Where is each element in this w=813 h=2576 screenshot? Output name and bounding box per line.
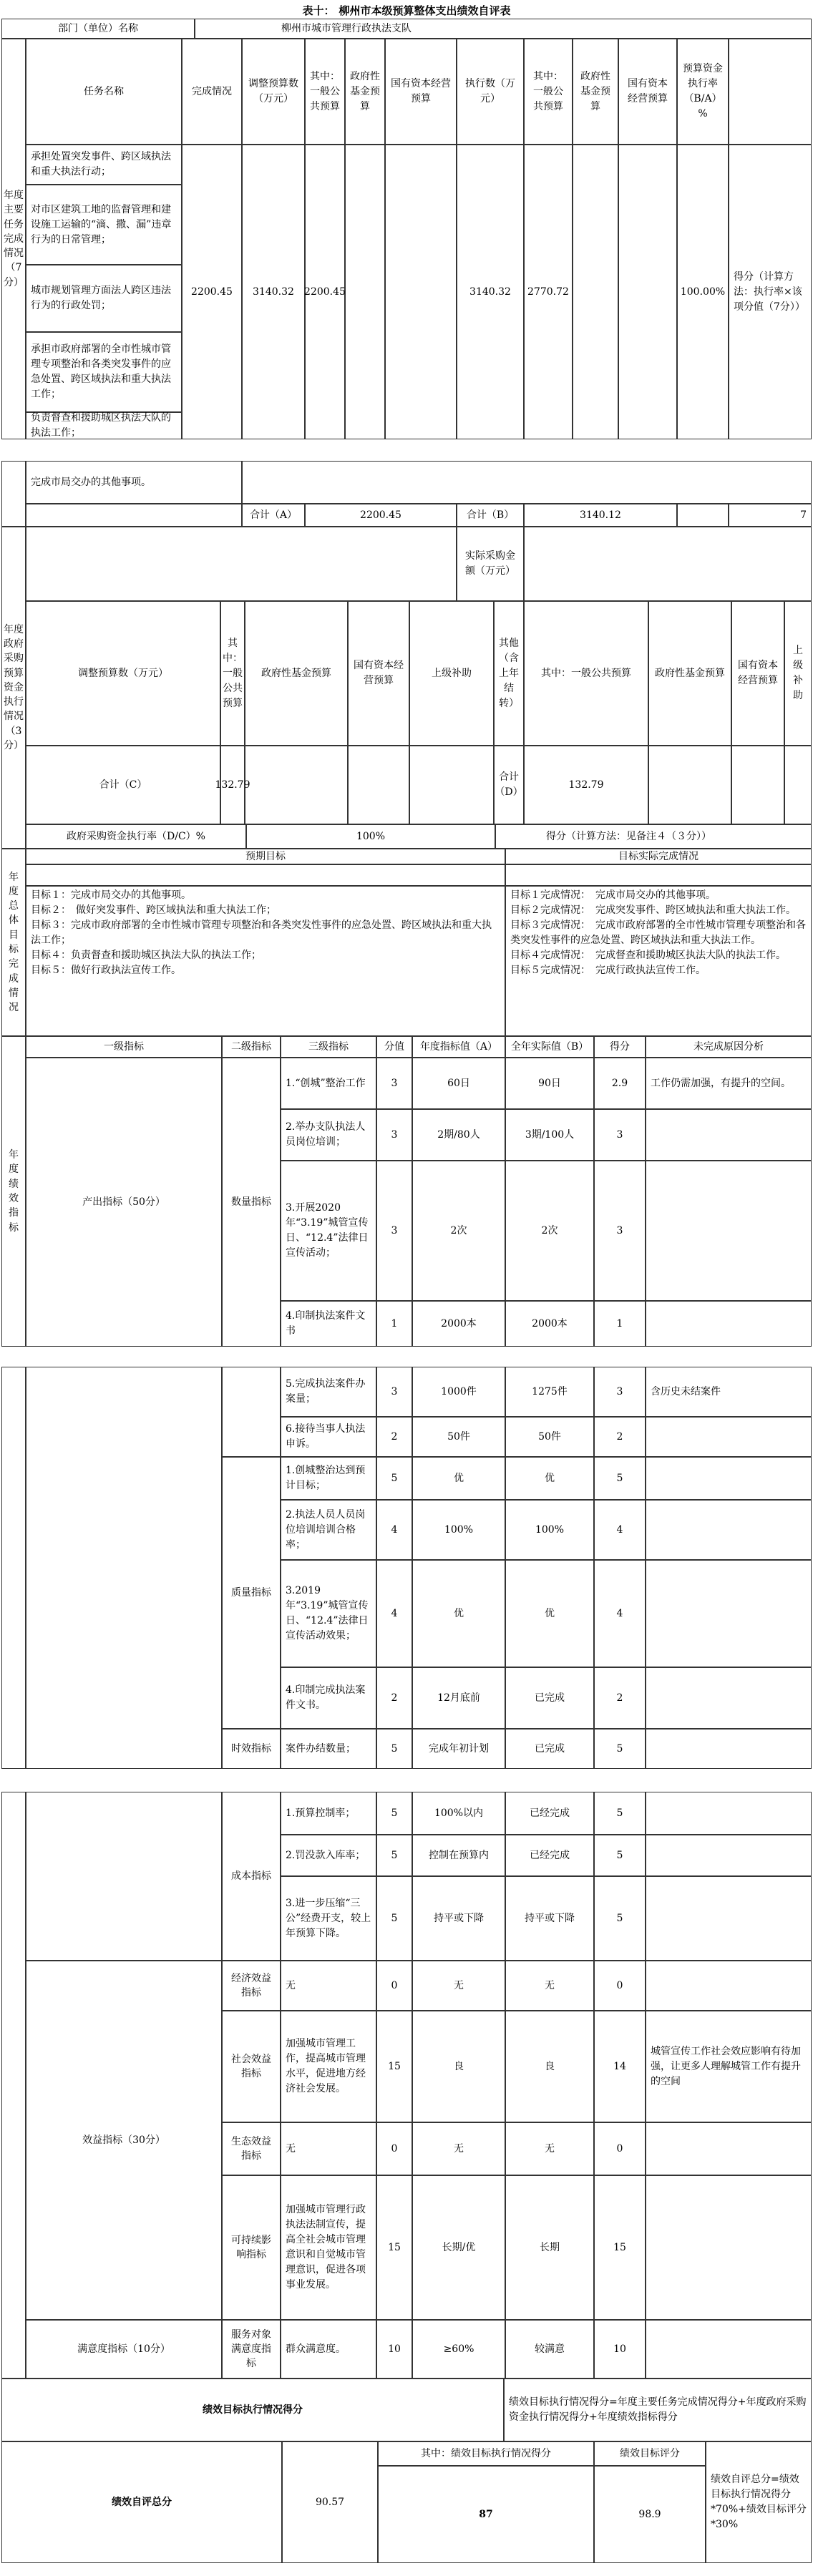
task-row: 承担市政府部署的全市性城市管理专项整治和各类突发事件的应急处置、跨区域执法和重大执法工作； bbox=[26, 332, 182, 412]
indicator-actual: 已经完成 bbox=[505, 1835, 594, 1876]
header-completion: 完成情况 bbox=[182, 39, 242, 145]
act-state-value bbox=[731, 746, 784, 824]
act-subsidy-value bbox=[784, 746, 812, 824]
indicator-reason bbox=[646, 1161, 812, 1301]
executed-value: 3140.32 bbox=[457, 145, 524, 439]
quantity-indicator-label: 数量指标 bbox=[222, 1058, 281, 1347]
indicator-score: 4 bbox=[594, 1500, 646, 1560]
indicator-actual: 50件 bbox=[505, 1417, 594, 1457]
header-exec-state: 国有资本经营预算 bbox=[618, 39, 677, 145]
indicator-weight: 0 bbox=[376, 1961, 412, 2011]
indicator-score: 5 bbox=[594, 1792, 646, 1835]
indicator-target: 良 bbox=[412, 2011, 505, 2122]
adjusted-budget-label: 调整预算数（万元） bbox=[26, 601, 220, 746]
act-fund-label: 政府性基金预算 bbox=[648, 601, 731, 746]
quantity-indicator-continued bbox=[222, 1367, 281, 1457]
indicator-score: 15 bbox=[594, 2175, 646, 2320]
header-general: 其中：一般公共预算 bbox=[305, 39, 345, 145]
sub-exec-value: 87 bbox=[378, 2466, 594, 2563]
act-general-label: 其中：一般公共预算 bbox=[524, 601, 648, 746]
indicator-actual: 较满意 bbox=[505, 2320, 594, 2379]
actual-goal-item: 目标５完成情况： 完成行政执法宣传工作。 bbox=[510, 965, 706, 976]
header-task: 任务名称 bbox=[26, 39, 182, 145]
indicator-weight: 5 bbox=[376, 1835, 412, 1876]
indicator-reason bbox=[646, 1417, 812, 1457]
indicator-name: 无 bbox=[281, 1961, 376, 2011]
proc-subsidy-label: 上级补助 bbox=[409, 601, 494, 746]
section4-side-label: 年度绩效指标 bbox=[1, 1036, 26, 1347]
eco-indicator-label: 生态效益指标 bbox=[222, 2122, 281, 2175]
cost-indicator-label: 成本指标 bbox=[222, 1792, 281, 1961]
total-c-value: 132.79 bbox=[220, 746, 245, 824]
proc-subsidy-value bbox=[409, 746, 494, 824]
indicator-name: 1.创城整治达到预计目标； bbox=[281, 1457, 376, 1500]
plan-goal-item: 目标２： 做好突发事件、跨区域执法和重大执法工作； bbox=[31, 904, 276, 916]
section3-side-label: 年度总体目标完成情况 bbox=[1, 849, 26, 1036]
indicator-reason: 工作仍需加强，有提升的空间。 bbox=[646, 1058, 812, 1109]
indicator-name: 5.完成执法案件办案量； bbox=[281, 1367, 376, 1417]
indicator-reason bbox=[646, 1109, 812, 1161]
section4-side-continued-2 bbox=[1, 1792, 26, 2379]
satisfaction-level2-label: 服务对象满意度指标 bbox=[222, 2320, 281, 2379]
indicator-score: 10 bbox=[594, 2320, 646, 2379]
output-indicator-label: 产出指标（50分） bbox=[26, 1058, 222, 1347]
ind-header-level2: 二级指标 bbox=[222, 1036, 281, 1058]
proc-fund-value bbox=[245, 746, 348, 824]
indicator-name: 3.2019年“3.19”城管宣传日、“12.4”法律日宣传活动效果； bbox=[281, 1560, 376, 1667]
rate-value: 100.00% bbox=[677, 145, 729, 439]
indicator-name: 3.开展2020年“3.19”城管宣传日、“12.4”法律日宣传活动； bbox=[281, 1161, 376, 1301]
indicator-actual: 100% bbox=[505, 1500, 594, 1560]
actual-spacer bbox=[505, 864, 812, 886]
indicator-score: 2 bbox=[594, 1667, 646, 1729]
indicator-reason bbox=[646, 1835, 812, 1876]
sub-exec-label: 其中：绩效目标执行情况得分 bbox=[378, 2441, 594, 2466]
indicator-target: 控制在预算内 bbox=[412, 1835, 505, 1876]
indicator-reason bbox=[646, 1457, 812, 1500]
section2-side-label: 年度政府采购预算资金执行情况（3分） bbox=[1, 527, 26, 849]
task-row: 城市规划管理方面法人跨区违法行为的行政处罚； bbox=[26, 265, 182, 332]
indicator-weight: 3 bbox=[376, 1367, 412, 1417]
task-row-6: 完成市局交办的其他事项。 bbox=[26, 461, 242, 504]
social-indicator-label: 社会效益指标 bbox=[222, 2011, 281, 2122]
indicator-actual: 长期 bbox=[505, 2175, 594, 2320]
header-adjusted: 调整预算数（万元） bbox=[242, 39, 305, 145]
indicator-name: 2.罚没款入库率； bbox=[281, 1835, 376, 1876]
section4-side-continued bbox=[1, 1367, 26, 1769]
plan-spacer bbox=[26, 864, 505, 886]
exec-score-label: 绩效目标执行情况得分 bbox=[1, 2379, 504, 2441]
proc-general-label: 其中：一般公共预算 bbox=[220, 601, 245, 746]
indicator-weight: 4 bbox=[376, 1560, 412, 1667]
ind-header-target: 年度指标值（A） bbox=[412, 1036, 505, 1058]
indicator-actual: 优 bbox=[505, 1457, 594, 1500]
indicator-score: 2 bbox=[594, 1417, 646, 1457]
actual-header: 目标实际完成情况 bbox=[505, 849, 812, 864]
header-exec-general: 其中：一般公共预算 bbox=[524, 39, 573, 145]
actual-goals bbox=[505, 886, 812, 1036]
indicator-actual: 已完成 bbox=[505, 1729, 594, 1769]
indicator-weight: 3 bbox=[376, 1109, 412, 1161]
indicator-actual: 1275件 bbox=[505, 1367, 594, 1417]
task6-blank bbox=[242, 461, 812, 504]
header-executed: 执行数（万元） bbox=[457, 39, 524, 145]
procurement-top-blank bbox=[26, 527, 457, 601]
indicator-actual: 2次 bbox=[505, 1161, 594, 1301]
indicator-weight: 3 bbox=[376, 1058, 412, 1109]
total-d-value: 132.79 bbox=[524, 746, 648, 824]
indicator-weight: 15 bbox=[376, 2011, 412, 2122]
act-subsidy-label: 上级补助 bbox=[784, 601, 812, 746]
indicator-reason: 城管宣传工作社会效应影响有待加强，让更多人理解城管工作有提升的空间 bbox=[646, 2011, 812, 2122]
indicator-score: 0 bbox=[594, 2122, 646, 2175]
section1-side-label: 年度主要任务完成情况（7分） bbox=[1, 39, 26, 439]
indicator-score: 3 bbox=[594, 1161, 646, 1301]
procurement-top-right-blank bbox=[524, 527, 812, 601]
indicator-reason bbox=[646, 1876, 812, 1961]
total-rate-blank bbox=[677, 504, 729, 527]
indicator-actual: 持平或下降 bbox=[505, 1876, 594, 1961]
indicator-reason bbox=[646, 1301, 812, 1347]
indicator-target: 1000件 bbox=[412, 1367, 505, 1417]
indicator-target: 2期/80人 bbox=[412, 1109, 505, 1161]
indicator-weight: 15 bbox=[376, 2175, 412, 2320]
indicator-name: 1.“创城”整治工作 bbox=[281, 1058, 376, 1109]
indicator-weight: 0 bbox=[376, 2122, 412, 2175]
indicator-weight: 2 bbox=[376, 1667, 412, 1729]
indicator-reason bbox=[646, 2175, 812, 2320]
indicator-reason bbox=[646, 2320, 812, 2379]
plan-goal-item: 目标５：做好行政执法宣传工作。 bbox=[31, 965, 181, 976]
satisfaction-indicator-label: 满意度指标（10分） bbox=[26, 2320, 222, 2379]
actual-amount-label: 实际采购金额（万元） bbox=[457, 527, 524, 601]
indicator-score: 5 bbox=[594, 1457, 646, 1500]
indicator-score: 5 bbox=[594, 1729, 646, 1769]
indicator-actual: 已经完成 bbox=[505, 1792, 594, 1835]
indicator-target: 100% bbox=[412, 1500, 505, 1560]
indicator-score: 5 bbox=[594, 1876, 646, 1961]
indicator-target: 无 bbox=[412, 2122, 505, 2175]
adjusted-value: 3140.32 bbox=[242, 145, 305, 439]
actual-goal-item: 目标２完成情况： 完成突发事件、跨区域执法和重大执法工作。 bbox=[510, 904, 796, 916]
total-c-label: 合计（C） bbox=[26, 746, 220, 824]
task-row: 负责督查和援助城区执法大队的执法工作； bbox=[26, 412, 182, 439]
indicator-target: 2次 bbox=[412, 1161, 505, 1301]
ind-header-reason: 未完成原因分析 bbox=[646, 1036, 812, 1058]
general-value: 2200.45 bbox=[305, 145, 345, 439]
indicator-score: 2.9 bbox=[594, 1058, 646, 1109]
plan-goal-item: 目标４：负责督查和援助城区执法大队的执法工作； bbox=[31, 950, 261, 961]
total-row-blank bbox=[26, 504, 242, 527]
indicator-weight: 5 bbox=[376, 1457, 412, 1500]
plan-goals bbox=[26, 886, 505, 1036]
proc-rate-label: 政府采购资金执行率（D/C）% bbox=[26, 824, 246, 849]
total-b-value: 3140.12 bbox=[524, 504, 677, 527]
indicator-score: 3 bbox=[594, 1109, 646, 1161]
indicator-reason bbox=[646, 1500, 812, 1560]
indicator-score: 14 bbox=[594, 2011, 646, 2122]
proc-rate-value: 100% bbox=[246, 824, 495, 849]
indicator-target: 50件 bbox=[412, 1417, 505, 1457]
indicator-actual: 3期/100人 bbox=[505, 1109, 594, 1161]
indicator-actual: 优 bbox=[505, 1560, 594, 1667]
plan-goal-item: 目标３：完成市政府部署的全市性城市管理专项整治和各类突发性事件的应急处置、跨区域执法和重大执法工作； bbox=[31, 919, 492, 946]
section1-side-continued bbox=[1, 461, 26, 527]
total-a-value: 2200.45 bbox=[305, 504, 457, 527]
header-blank bbox=[729, 39, 812, 145]
state-value bbox=[385, 145, 457, 439]
indicator-target: 12月底前 bbox=[412, 1667, 505, 1729]
indicator-actual: 90日 bbox=[505, 1058, 594, 1109]
indicator-weight: 4 bbox=[376, 1500, 412, 1560]
ind-header-weight: 分值 bbox=[376, 1036, 412, 1058]
unit-label: 部门（单位）名称 bbox=[1, 19, 195, 39]
quality-indicator-label: 质量指标 bbox=[222, 1457, 281, 1729]
indicator-actual: 无 bbox=[505, 2122, 594, 2175]
indicator-target: 60日 bbox=[412, 1058, 505, 1109]
completion-value: 2200.45 bbox=[182, 145, 242, 439]
indicator-actual: 无 bbox=[505, 1961, 594, 2011]
total-d-label: 合计（D） bbox=[494, 746, 524, 824]
actual-goal-item: 目标４完成情况： 完成督查和援助城区执法大队的执法工作。 bbox=[510, 950, 786, 961]
formula-note: 绩效自评总分=绩效目标执行情况得分*70%+绩效目标评分*30% bbox=[706, 2441, 812, 2563]
output-indicator-continued bbox=[26, 1367, 222, 1769]
exec-fund-value bbox=[573, 145, 618, 439]
sub-eval-label: 绩效目标评分 bbox=[594, 2441, 706, 2466]
plan-goal-item: 目标１：完成市局交办的其他事项。 bbox=[31, 889, 191, 901]
total-score-label: 绩效自评总分 bbox=[1, 2441, 282, 2563]
indicator-weight: 2 bbox=[376, 1417, 412, 1457]
indicator-weight: 3 bbox=[376, 1161, 412, 1301]
exec-state-value bbox=[618, 145, 677, 439]
indicator-target: ≥60% bbox=[412, 2320, 505, 2379]
header-state: 国有资本经营预算 bbox=[385, 39, 457, 145]
actual-goal-item: 目标３完成情况： 完成市政府部署的全市性城市管理专项整治和各类突发性事件的应急处置、跨区域执法和重大执法工作。 bbox=[510, 919, 806, 946]
indicator-weight: 5 bbox=[376, 1729, 412, 1769]
indicator-name: 加强城市管理行政执法法制宣传，提高全社会城市管理意识和自觉城市管理意识，促进各项事业发展。 bbox=[281, 2175, 376, 2320]
indicator-reason bbox=[646, 1729, 812, 1769]
proc-state-label: 国有资本经营预算 bbox=[348, 601, 409, 746]
indicator-score: 5 bbox=[594, 1835, 646, 1876]
indicator-name: 4.印制执法案件文书 bbox=[281, 1301, 376, 1347]
indicator-target: 优 bbox=[412, 1457, 505, 1500]
task-row: 对市区建筑工地的监督管理和建设施工运输的“滴、撒、漏”违章行为的日常管理； bbox=[26, 185, 182, 265]
proc-fund-label: 政府性基金预算 bbox=[245, 601, 348, 746]
section1-score: 7 bbox=[729, 504, 812, 527]
sub-eval-value: 98.9 bbox=[594, 2466, 706, 2563]
cost-level1-blank bbox=[26, 1792, 222, 1961]
total-a-label: 合计（A） bbox=[242, 504, 305, 527]
indicator-score: 3 bbox=[594, 1367, 646, 1417]
indicator-target: 完成年初计划 bbox=[412, 1729, 505, 1769]
indicator-score: 0 bbox=[594, 1961, 646, 2011]
indicator-weight: 10 bbox=[376, 2320, 412, 2379]
indicator-weight: 1 bbox=[376, 1301, 412, 1347]
act-fund-value bbox=[648, 746, 731, 824]
indicator-reason bbox=[646, 1961, 812, 2011]
plan-header: 预期目标 bbox=[26, 849, 505, 864]
indicator-name: 加强城市管理工作，提高城市管理水平，促进地方经济社会发展。 bbox=[281, 2011, 376, 2122]
ind-header-level1: 一级指标 bbox=[26, 1036, 222, 1058]
indicator-reason bbox=[646, 1792, 812, 1835]
indicator-target: 持平或下降 bbox=[412, 1876, 505, 1961]
economic-indicator-label: 经济效益指标 bbox=[222, 1961, 281, 2011]
indicator-target: 2000本 bbox=[412, 1301, 505, 1347]
indicator-name: 2.举办支队执法人员岗位培训； bbox=[281, 1109, 376, 1161]
exec-general-value: 2770.72 bbox=[524, 145, 573, 439]
indicator-weight: 5 bbox=[376, 1876, 412, 1961]
exec-score-note: 绩效目标执行情况得分=年度主要任务完成情况得分+年度政府采购资金执行情况得分+年度绩效指标得分 bbox=[504, 2379, 812, 2441]
time-indicator-label: 时效指标 bbox=[222, 1729, 281, 1769]
header-exec-fund: 政府性基金预算 bbox=[573, 39, 618, 145]
act-state-label: 国有资本经营预算 bbox=[731, 601, 784, 746]
task-row: 承担处置突发事件、跨区域执法和重大执法行动； bbox=[26, 145, 182, 185]
header-fund: 政府性基金预算 bbox=[345, 39, 385, 145]
indicator-target: 优 bbox=[412, 1560, 505, 1667]
title-caption: 表十： bbox=[302, 4, 335, 17]
total-score-value: 90.57 bbox=[282, 2441, 378, 2563]
indicator-name: 6.接待当事人执法申诉。 bbox=[281, 1417, 376, 1457]
proc-score-note: 得分（计算方法：见备注４（３分）） bbox=[495, 824, 812, 849]
indicator-reason bbox=[646, 1667, 812, 1729]
ind-header-level3: 三级指标 bbox=[281, 1036, 376, 1058]
indicator-reason bbox=[646, 1560, 812, 1667]
fund-value bbox=[345, 145, 385, 439]
indicator-target: 100%以内 bbox=[412, 1792, 505, 1835]
indicator-weight: 5 bbox=[376, 1792, 412, 1835]
ind-header-score: 得分 bbox=[594, 1036, 646, 1058]
indicator-name: 1.预算控制率； bbox=[281, 1792, 376, 1835]
ind-header-actual: 全年实际值（B） bbox=[505, 1036, 594, 1058]
indicator-target: 长期/优 bbox=[412, 2175, 505, 2320]
score-note: 得分（计算方法：执行率×该项分值（7分）） bbox=[729, 145, 812, 439]
actual-goal-item: 目标１完成情况： 完成市局交办的其他事项。 bbox=[510, 889, 716, 901]
indicator-name: 案件办结数量； bbox=[281, 1729, 376, 1769]
indicator-name: 无 bbox=[281, 2122, 376, 2175]
indicator-reason bbox=[646, 2122, 812, 2175]
total-b-label: 合计（B） bbox=[457, 504, 524, 527]
indicator-actual: 良 bbox=[505, 2011, 594, 2122]
proc-state-value bbox=[348, 746, 409, 824]
indicator-actual: 2000本 bbox=[505, 1301, 594, 1347]
header-rate: 预算资金执行率（B/A）% bbox=[677, 39, 729, 145]
indicator-score: 4 bbox=[594, 1560, 646, 1667]
indicator-name: 3.进一步压缩“三公”经费开支，较上年预算下降。 bbox=[281, 1876, 376, 1961]
indicator-target: 无 bbox=[412, 1961, 505, 2011]
indicator-actual: 已完成 bbox=[505, 1667, 594, 1729]
indicator-score: 1 bbox=[594, 1301, 646, 1347]
form-title bbox=[0, 3, 813, 18]
indicator-name: 2.执法人员人员岗位培训培训合格率； bbox=[281, 1500, 376, 1560]
indicator-name: 群众满意度。 bbox=[281, 2320, 376, 2379]
title-text: 柳州市本级预算整体支出绩效自评表 bbox=[339, 4, 511, 17]
sustain-indicator-label: 可持续影响指标 bbox=[222, 2175, 281, 2320]
unit-name: 柳州市城市管理行政执法支队 bbox=[195, 19, 812, 39]
proc-other-label: 其他（含上年结转） bbox=[494, 601, 524, 746]
indicator-reason: 含历史未结案件 bbox=[646, 1367, 812, 1417]
indicator-name: 4.印制完成执法案件文书。 bbox=[281, 1667, 376, 1729]
benefit-indicator-label: 效益指标（30分） bbox=[26, 1961, 222, 2320]
